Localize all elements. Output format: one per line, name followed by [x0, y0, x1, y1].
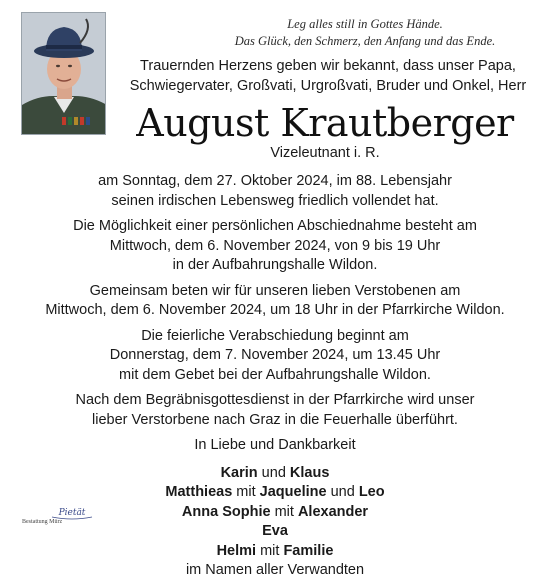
mourner-line	[20, 542, 530, 562]
quote-line: Leg alles still in Gottes Hände.	[287, 17, 443, 31]
paragraph-line: in der Aufbahrungshalle Wildon.	[172, 257, 378, 273]
paragraph-line: Gemeinsam beten wir für unseren lieben Verstobenen am	[89, 282, 461, 299]
mourner-line	[20, 483, 530, 503]
mourner-name: Helmi	[216, 542, 257, 559]
paragraph-line: lieber Verstorbene nach Graz in die Feuerhalle überführt.	[92, 411, 458, 428]
deceased-name: August Krautberger	[136, 101, 514, 145]
portrait-photo	[21, 12, 106, 135]
paragraph-line: Die Möglichkeit einer persönlichen Abschiednahme besteht am	[73, 218, 477, 234]
intro-text	[112, 56, 544, 96]
paragraph-line: Die feierliche Verabschiedung beginnt am	[141, 327, 409, 344]
intro-line: Schwiegervater, Großvati, Urgroßvati, Bruder und Onkel, Herr	[129, 78, 527, 94]
paragraph-farewell	[20, 327, 530, 386]
signoff: In Liebe und Dankbarkeit	[194, 437, 356, 453]
mourner-name: Eva	[262, 523, 288, 539]
paragraph-line: Nach dem Begräbnisgottesdienst in der Pfarrkirche wird unser	[75, 392, 475, 408]
mourner-sep: mit	[270, 503, 298, 520]
paragraph-line: Donnerstag, dem 7. November 2024, um 13.45 Uhr	[109, 347, 441, 363]
deceased-rank: Vizeleutnant i. R.	[270, 145, 380, 161]
mourner-name: Anna Sophie	[181, 503, 271, 520]
mourner-name: Familie	[283, 542, 334, 559]
mourner-name: Jaqueline	[259, 484, 327, 500]
paragraph-viewing	[20, 217, 530, 276]
quote	[190, 16, 540, 50]
mourner-name: Klaus	[289, 464, 330, 481]
paragraph-line: Mittwoch, dem 6. November 2024, um 18 Uhr in der Pfarrkirche Wildon.	[45, 302, 505, 318]
paragraph-death	[20, 172, 530, 211]
logo-caption: Bestattung Mürz	[22, 519, 63, 525]
mourner-line	[20, 464, 530, 484]
mourner-sep: mit	[256, 542, 284, 559]
mourner-sep: mit	[232, 484, 260, 500]
mourner-sep: und	[326, 484, 359, 500]
paragraph-line: seinen irdischen Lebensweg friedlich vollendet hat.	[111, 192, 439, 209]
paragraph-prayer	[20, 282, 530, 321]
mourner-closing: im Namen aller Verwandten	[185, 562, 365, 578]
mourner-name: Karin	[220, 464, 258, 481]
mourner-name: Matthieas	[165, 484, 233, 500]
logo-brand: Pietät	[58, 508, 86, 518]
paragraph-line: am Sonntag, dem 27. Oktober 2024, im 88. Lebensjahr	[98, 173, 452, 189]
mourner-sep: und	[257, 464, 290, 481]
paragraph-line: mit dem Gebet bei der Aufbahrungshalle Wildon.	[119, 366, 431, 383]
mourner-name: Leo	[358, 484, 385, 500]
quote-line: Das Glück, den Schmerz, den Anfang und das Ende.	[234, 34, 496, 48]
intro-line: Trauernden Herzens geben wir bekannt, dass unser Papa,	[140, 58, 516, 74]
mourner-name: Alexander	[297, 503, 369, 520]
paragraph-transfer	[20, 391, 530, 430]
paragraph-line: Mittwoch, dem 6. November 2024, von 9 bis 19 Uhr	[109, 237, 441, 254]
